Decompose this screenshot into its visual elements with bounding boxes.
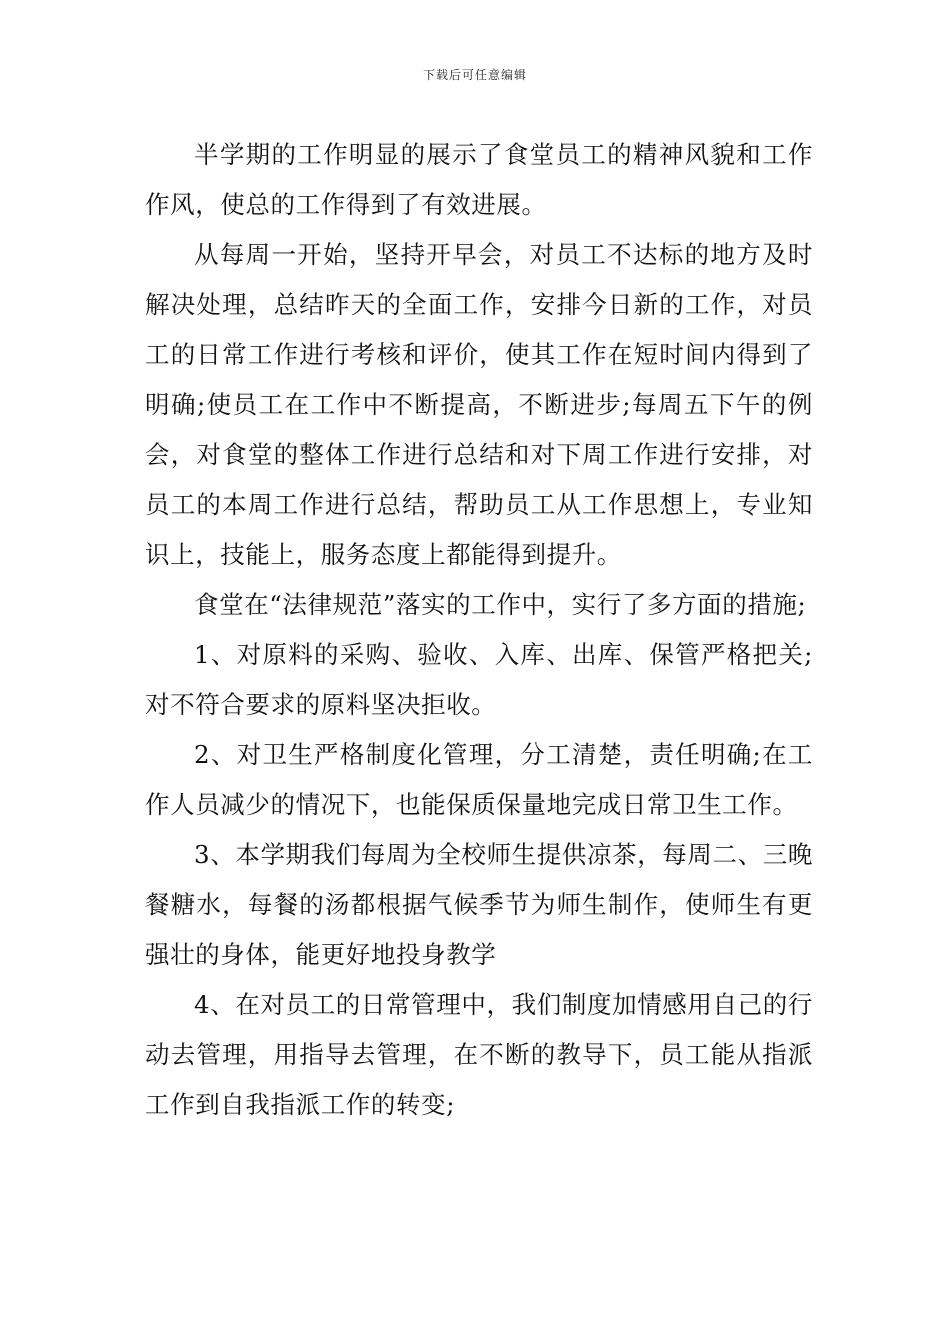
- document-body: [145, 130, 813, 1130]
- paragraph-item-3: 3、本学期我们每周为全校师生提供凉茶，每周二、三晚餐糖水，每餐的汤都根据气候季节为师生制作，使师生有更强壮的身体，能更好地投身教学: [145, 840, 813, 969]
- paragraph-measures: 食堂在“法律规范”落实的工作中，实行了多方面的措施;: [194, 590, 807, 619]
- paragraph-intro: 半学期的工作明显的展示了食堂员工的精神风貌和工作作风，使总的工作得到了有效进展。: [145, 140, 813, 219]
- paragraph-item-4: 4、在对员工的日常管理中，我们制度加情感用自己的行动去管理，用指导去管理，在不断的教导下，员工能从指派工作到自我指派工作的转变;: [145, 990, 813, 1119]
- page-header: 下载后可任意编辑: [422, 68, 527, 82]
- paragraph-item-1: 1、对原料的采购、验收、入库、出库、保管严格把关;对不符合要求的原料坚决拒收。: [145, 640, 813, 719]
- paragraph-item-2: 2、对卫生严格制度化管理，分工清楚，责任明确;在工作人员减少的情况下，也能保质保量地完成日常卫生工作。: [145, 740, 813, 819]
- paragraph-weekly-meetings: 从每周一开始，坚持开早会，对员工不达标的地方及时解决处理，总结昨天的全面工作，安排今日新的工作，对员工的日常工作进行考核和评价，使其工作在短时间内得到了明确;使员工在工作中不断提高，不断进步;每周五下午的例会，对食堂的整体工作进行总结和对下周工作进行安排，对员工的本周工作进行总结，帮助员工从工作思想上，专业知识上，技能上，服务态度上都能得到提升。: [145, 240, 813, 569]
